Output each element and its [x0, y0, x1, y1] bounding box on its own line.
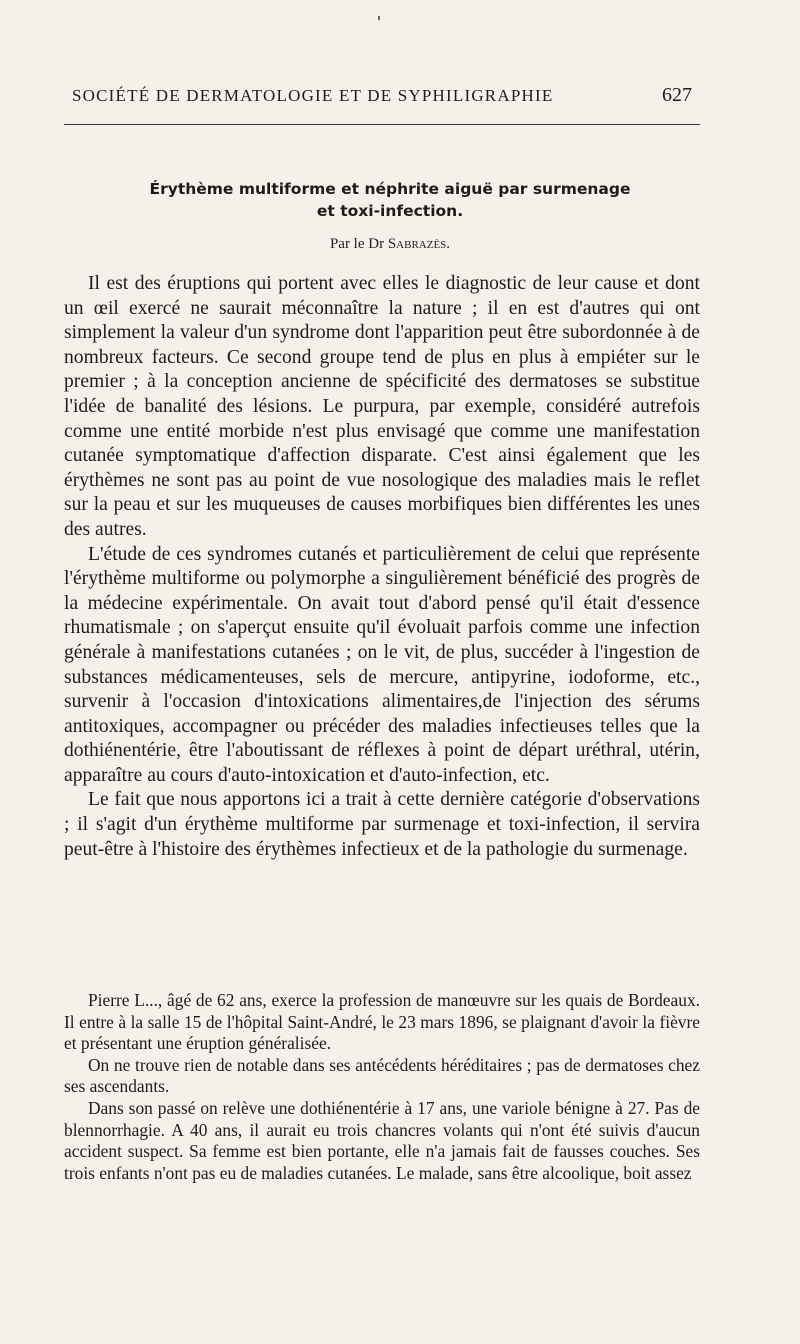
paragraph: Le fait que nous apportons ici a trait à cette dernière catégorie d'observations ; il s'agit d'un érythème multiforme par surmenage et toxi-infection, il servira peut-être à l'histoire des érythèmes infectieux et de la pathologie du surmenage. — [64, 789, 700, 860]
case-paragraph: Dans son passé on relève une dothiénentérie à 17 ans, une variole bénigne à 27. Pas de blennorrhagie. A 40 ans, il aurait eu trois chancres volants qui n'ont été suivis d'aucun accident suspect. Sa femme est bien portante, elle n'a jamais fait de fausses couches. Ses trois enfants n'ont pas eu de maladies cutanées. Le malade, sans être alcoolique, boit assez — [64, 1097, 700, 1183]
title-line-1: Érythème multiforme et néphrite aiguë par surmenage — [149, 180, 631, 198]
author-line — [80, 236, 700, 253]
running-header — [72, 84, 692, 107]
page-number: 627 — [662, 84, 692, 106]
article-body — [64, 272, 700, 862]
article-title — [80, 178, 700, 222]
running-title: SOCIÉTÉ DE DERMATOLOGIE ET DE SYPHILIGRAPHIE — [72, 86, 554, 105]
case-report — [64, 990, 700, 1184]
paragraph: L'étude de ces syndromes cutanés et particulièrement de celui que représente l'érythème multiforme ou polymorphe a singulièrement bénéficié des progrès de la médecine expérimentale. On avait tout d'abord pensé qu'il était d'essence rhumatismale ; on s'aperçut ensuite qu'il évoluait parfois comme une infection générale à manifestations cutanées ; on le vit, de plus, succéder à l'ingestion de substances médicamenteuses, sels de mercure, antipyrine, iodoforme, etc., survenir à l'occasion d'intoxications alimentaires,de l'injection des sérums antitoxiques, accompagner ou précéder des maladies infectieuses telles que la dothiénentérie, être l'aboutissant de réflexes à point de départ uréthral, utérin, apparaître au cours d'auto-intoxication et d'auto-infection, etc. — [64, 543, 700, 786]
paragraph: Il est des éruptions qui portent avec elles le diagnostic de leur cause et dont un œil exercé ne saurait méconnaître la nature ; il en est d'autres qui ont simplement la valeur d'un syndrome dont l'apparition peut être subordonnée à de nombreux facteurs. Ce second groupe tend de plus en plus à empiéter sur le premier ; à la conception ancienne de spécificité des dermatoses se substitue l'idée de banalité des lésions. Le purpura, par exemple, considéré autrefois comme une entité morbide n'est plus envisagé que comme une manifestation cutanée symptomatique d'affection disparate. C'est ainsi également que les érythèmes ne sont pas au point de vue nosologique des maladies mais le reflet sur la peau et sur les muqueuses de causes morbifiques bien différentes les unes des autres. — [64, 273, 700, 540]
case-paragraph: Pierre L..., âgé de 62 ans, exerce la profession de manœuvre sur les quais de Bordeaux. Il entre à la salle 15 de l'hôpital Saint-André, le 23 mars 1896, se plaignant d'avoir la fièvre et présentant une éruption généralisée. — [64, 990, 700, 1054]
author-prefix: Par le Dr — [329, 236, 385, 252]
header-rule — [64, 124, 700, 125]
printer-mark — [378, 16, 380, 20]
title-line-2: et toxi-infection. — [316, 202, 464, 220]
author-name: Sabrazès. — [387, 236, 451, 252]
case-paragraph: On ne trouve rien de notable dans ses antécédents héréditaires ; pas de dermatoses chez ses ascendants. — [64, 1054, 700, 1097]
